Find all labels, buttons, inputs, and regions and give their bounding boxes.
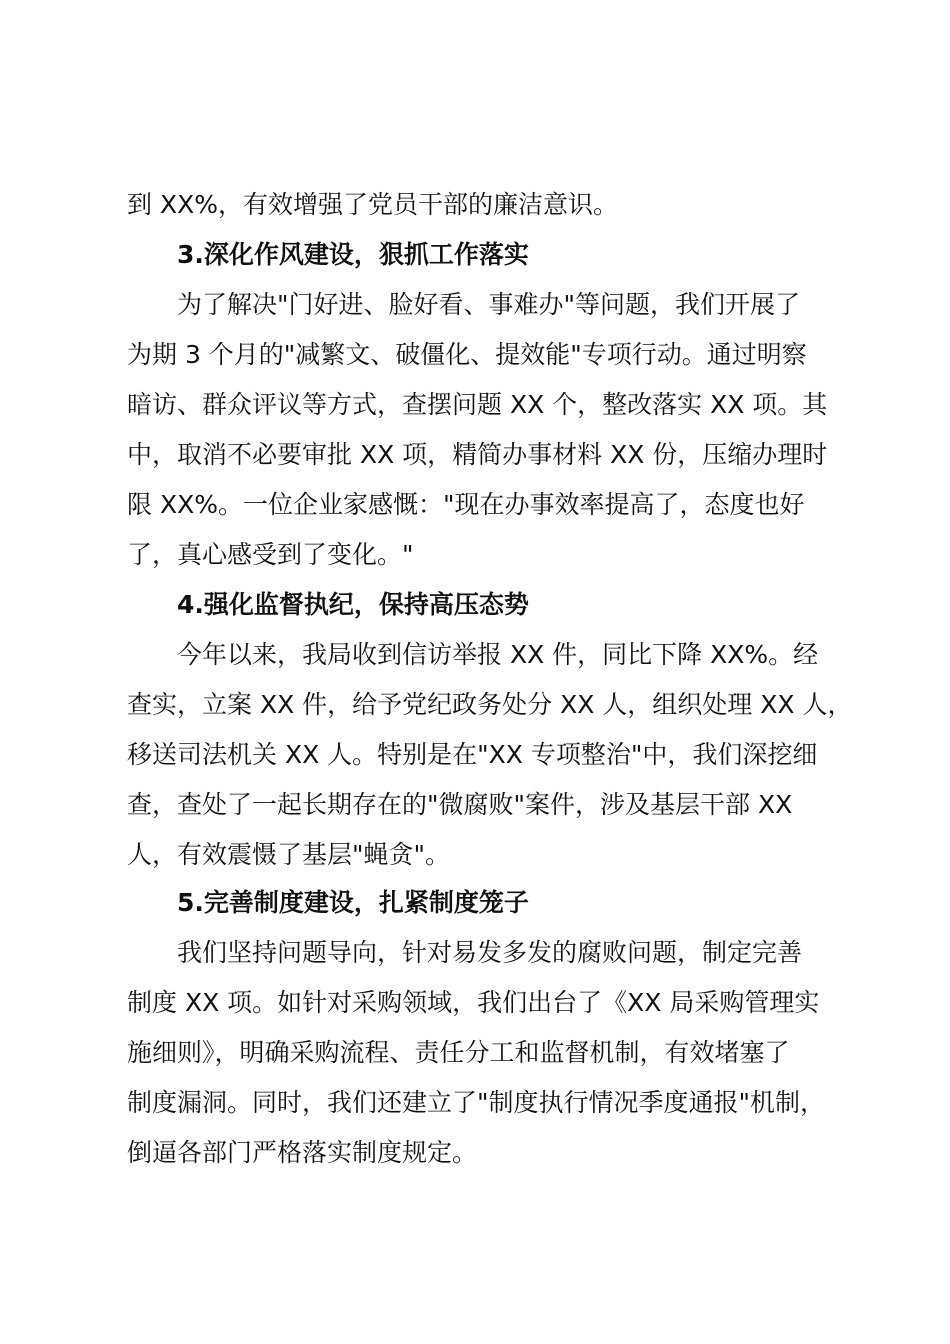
paragraph-line: 倒逼各部门严格落实制度规定。 xyxy=(127,1138,478,1167)
paragraph-line: 我们坚持问题导向，针对易发多发的腐败问题，制定完善 xyxy=(177,938,803,967)
paragraph-line: 制度 XX 项。如针对采购领域，我们出台了《XX 局采购管理实 xyxy=(127,988,820,1017)
paragraph-line: 了，真心感受到了变化。" xyxy=(127,540,414,569)
section-heading-4: 4.强化监督执纪，保持高压态势 xyxy=(177,590,529,619)
paragraph-line: 为了解决"门好进、脸好看、事难办"等问题，我们开展了 xyxy=(177,290,801,319)
paragraph-line: 制度漏洞。同时，我们还建立了"制度执行情况季度通报"机制， xyxy=(127,1088,826,1117)
section-heading-5: 5.完善制度建设，扎紧制度笼子 xyxy=(177,888,529,917)
paragraph-continuation-line: 到 XX%，有效增强了党员干部的廉洁意识。 xyxy=(127,190,618,219)
paragraph-line: 为期 3 个月的"减繁文、破僵化、提效能"专项行动。通过明察 xyxy=(127,340,807,369)
paragraph-line: 查实，立案 XX 件，给予党纪政务处分 XX 人，组织处理 XX 人， xyxy=(127,690,853,719)
paragraph-line: 今年以来，我局收到信访举报 XX 件，同比下降 XX%。经 xyxy=(177,640,819,669)
paragraph-line: 施细则》，明确采购流程、责任分工和监督机制，有效堵塞了 xyxy=(127,1038,790,1067)
section-heading-3: 3.深化作风建设，狠抓工作落实 xyxy=(177,240,529,269)
paragraph-line: 人，有效震慑了基层"蝇贪"。 xyxy=(127,840,450,869)
paragraph-line: 中，取消不必要审批 XX 项，精简办事材料 XX 份，压缩办理时 xyxy=(127,440,828,469)
paragraph-line: 暗访、群众评议等方式，查摆问题 XX 个，整改落实 XX 项。其 xyxy=(127,390,828,419)
paragraph-line: 移送司法机关 XX 人。特别是在"XX 专项整治"中，我们深挖细 xyxy=(127,740,818,769)
paragraph-line: 查，查处了一起长期存在的"微腐败"案件，涉及基层干部 XX xyxy=(127,790,793,819)
paragraph-line: 限 XX%。一位企业家感慨："现在办事效率提高了，态度也好 xyxy=(127,490,805,519)
